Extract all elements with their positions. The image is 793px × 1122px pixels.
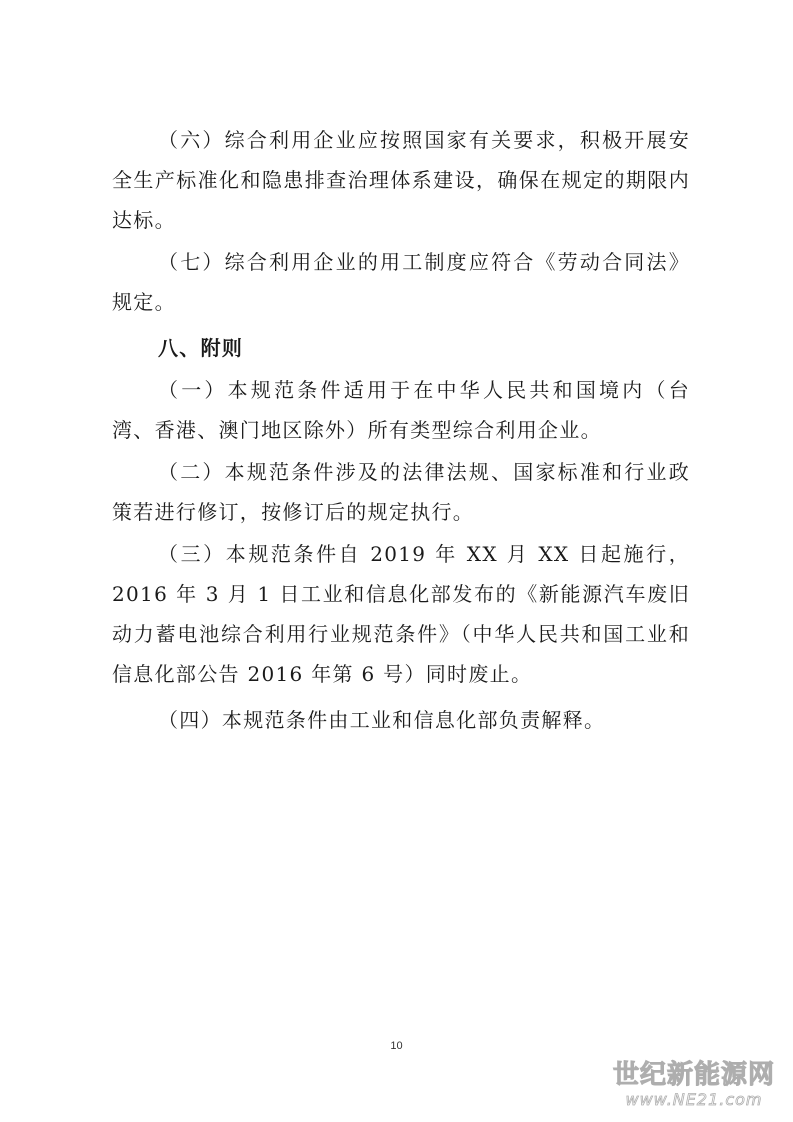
page-number: 10 bbox=[390, 1040, 403, 1052]
appendix-paragraph-one: （一）本规范条件适用于在中华人民共和国境内（台湾、香港、澳门地区除外）所有类型综合利用企业。 bbox=[112, 378, 690, 442]
watermark-logo bbox=[609, 1060, 779, 1110]
watermark-name: 世纪新能源网 bbox=[612, 1060, 775, 1090]
paragraph-six: （六）综合利用企业应按照国家有关要求，积极开展安全生产标准化和隐患排查治理体系建设，确保在规定的期限内达标。 bbox=[112, 128, 690, 232]
paragraph-seven: （七）综合利用企业的用工制度应符合《劳动合同法》规定。 bbox=[112, 250, 690, 314]
section-heading: 八、附则 bbox=[158, 336, 244, 360]
watermark-url: www.NE21.com bbox=[625, 1090, 763, 1109]
appendix-paragraph-two: （二）本规范条件涉及的法律法规、国家标准和行业政策若进行修订，按修订后的规定执行。 bbox=[112, 460, 690, 524]
appendix-paragraph-four: （四）本规范条件由工业和信息化部负责解释。 bbox=[158, 708, 606, 732]
appendix-paragraph-three: （三）本规范条件自 2019 年 XX 月 XX 日起施行，2016 年 3 月 1 日工业和信息化部发布的《新能源汽车废旧动力蓄电池综合利用行业规范条件》（中华人民共和国工业和信息化部公告 2016 年第 6 号）同时废止。 bbox=[112, 542, 690, 686]
